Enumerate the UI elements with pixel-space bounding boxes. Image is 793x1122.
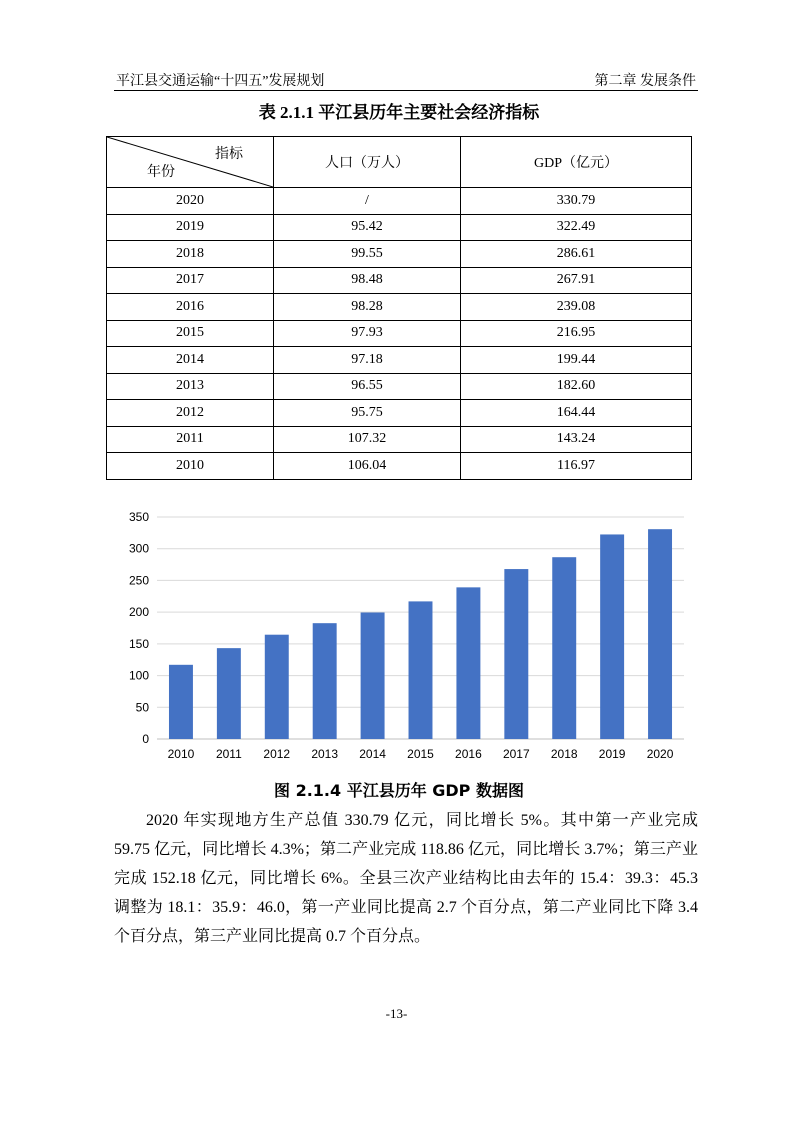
population-cell: 97.18 <box>274 347 461 374</box>
socioeconomic-table <box>106 136 692 480</box>
y-tick-label: 0 <box>142 732 149 746</box>
chart-canvas <box>106 505 692 767</box>
population-header: 人口（万人） <box>274 137 461 188</box>
gdp-cell: 199.44 <box>461 347 692 374</box>
population-cell: 99.55 <box>274 241 461 268</box>
population-cell: / <box>274 188 461 215</box>
document-title: 平江县交通运输“十四五”发展规划 <box>116 74 325 89</box>
gdp-cell: 322.49 <box>461 214 692 241</box>
table-row <box>107 347 692 374</box>
y-tick-label: 100 <box>128 668 149 683</box>
year-cell: 2014 <box>107 347 274 374</box>
table-header-row <box>107 137 692 188</box>
x-tick-label: 2015 <box>407 747 434 761</box>
year-cell: 2019 <box>107 214 274 241</box>
year-cell: 2018 <box>107 241 274 268</box>
gdp-header: GDP（亿元） <box>461 137 692 188</box>
table-row <box>107 214 692 241</box>
population-cell: 107.32 <box>274 426 461 453</box>
gdp-bar <box>600 534 624 739</box>
x-tick-label: 2011 <box>215 747 242 761</box>
x-tick-label: 2014 <box>359 747 386 761</box>
gdp-bar <box>217 648 241 739</box>
chapter-title: 第二章 发展条件 <box>594 74 696 89</box>
x-tick-label: 2012 <box>263 747 291 761</box>
y-tick-label: 300 <box>128 541 149 556</box>
running-header <box>114 70 698 91</box>
year-cell: 2011 <box>107 426 274 453</box>
population-cell: 98.48 <box>274 267 461 294</box>
population-cell: 97.93 <box>274 320 461 347</box>
gdp-bar <box>265 635 289 739</box>
table-row <box>107 267 692 294</box>
gdp-bar <box>648 529 672 739</box>
gdp-bar <box>313 623 337 739</box>
x-tick-label: 2010 <box>167 747 195 761</box>
y-tick-label: 250 <box>128 573 149 588</box>
x-tick-label: 2018 <box>550 747 578 761</box>
x-tick-label: 2020 <box>646 747 674 761</box>
diagonal-line <box>107 137 273 187</box>
table-row <box>107 241 692 268</box>
page-number: -13- <box>385 1006 408 1021</box>
gdp-cell: 286.61 <box>461 241 692 268</box>
x-tick-label: 2017 <box>502 747 530 761</box>
year-cell: 2016 <box>107 294 274 321</box>
gdp-cell: 143.24 <box>461 426 692 453</box>
gdp-cell: 267.91 <box>461 267 692 294</box>
table-row <box>107 294 692 321</box>
x-tick-label: 2013 <box>311 747 339 761</box>
x-tick-label: 2019 <box>598 747 626 761</box>
body-paragraph: 2020 年实现地方生产总值 330.79 亿元，同比增长 5%。其中第一产业完成 59.75 亿元，同比增长 4.3%；第二产业完成 118.86 亿元，同比增长 3.7%；第三产业完成 152.18 亿元，同比增长 6%。全县三次产业结构比由去年的 15.4：39.3：45.3 调整为 18.1：35.9：46.0，第一产业同比提高 2.7 个百分点，第二产业同比下降 3.4 个百分点，第三产业同比提高 0.7 个百分点。 <box>114 812 698 945</box>
y-tick-label: 50 <box>135 700 149 715</box>
table-row <box>107 373 692 400</box>
gdp-cell: 216.95 <box>461 320 692 347</box>
population-cell: 98.28 <box>274 294 461 321</box>
table-row <box>107 426 692 453</box>
gdp-bar <box>361 612 385 739</box>
table-row <box>107 188 692 215</box>
population-cell: 96.55 <box>274 373 461 400</box>
year-cell: 2015 <box>107 320 274 347</box>
gdp-cell: 182.60 <box>461 373 692 400</box>
year-cell: 2010 <box>107 453 274 480</box>
gdp-cell: 330.79 <box>461 188 692 215</box>
population-cell: 106.04 <box>274 453 461 480</box>
table-row <box>107 453 692 480</box>
year-cell: 2017 <box>107 267 274 294</box>
table-row <box>107 400 692 427</box>
indicator-label: 指标 <box>215 147 243 162</box>
gdp-cell: 116.97 <box>461 453 692 480</box>
gdp-cell: 164.44 <box>461 400 692 427</box>
y-tick-label: 350 <box>128 510 149 524</box>
gdp-bar <box>456 587 480 739</box>
figure-caption: 图 2.1.4 平江县历年 GDP 数据图 <box>274 781 524 800</box>
population-cell: 95.75 <box>274 400 461 427</box>
diagonal-header-cell <box>107 137 274 188</box>
table-row <box>107 320 692 347</box>
y-tick-label: 200 <box>128 605 149 620</box>
population-cell: 95.42 <box>274 214 461 241</box>
gdp-bar <box>409 601 433 739</box>
year-label: 年份 <box>147 165 175 180</box>
y-tick-label: 150 <box>128 636 149 651</box>
x-tick-label: 2016 <box>455 747 482 761</box>
year-cell: 2013 <box>107 373 274 400</box>
gdp-cell: 239.08 <box>461 294 692 321</box>
gdp-bar <box>552 557 576 739</box>
table-caption: 表 2.1.1 平江县历年主要社会经济指标 <box>258 103 540 122</box>
year-cell: 2020 <box>107 188 274 215</box>
gdp-bar <box>504 569 528 739</box>
gdp-bar <box>169 665 193 739</box>
year-cell: 2012 <box>107 400 274 427</box>
gdp-bar-chart <box>106 505 692 767</box>
